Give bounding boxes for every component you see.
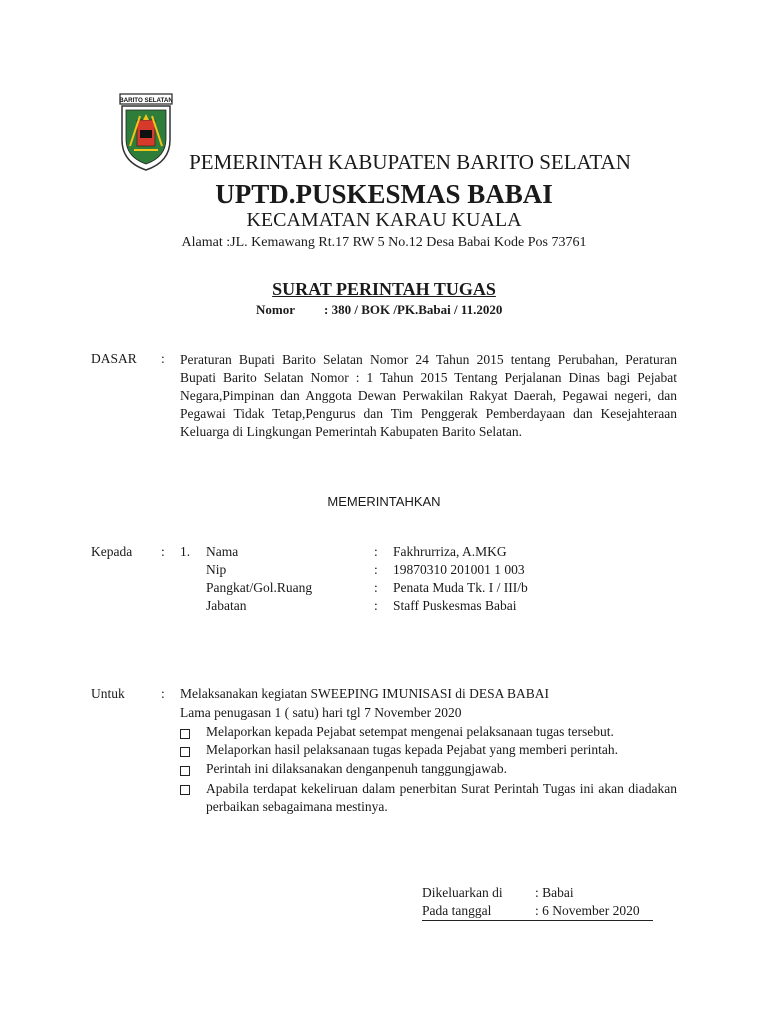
list-item: Melaporkan hasil pelaksanaan tugas kepada Pejabat yang memberi perintah. [206,742,618,757]
document-number [256,302,503,318]
field-key-nama: Nama [206,544,239,559]
untuk-colon: : [161,686,165,701]
institution-name: UPTD.PUSKESMAS BABAI [215,179,553,209]
list-item: Perintah ini dilaksanakan denganpenuh tanggungjawab. [206,761,508,776]
nomor-label: Nomor [256,302,295,317]
field-colon: : [374,544,378,559]
field-value-nip: 19870310 201001 1 003 [393,562,525,577]
field-key-nip: Nip [206,562,227,577]
checkbox-icon [180,747,190,757]
nomor-value: : 380 / BOK /PK.Babai / 11.2020 [324,302,503,317]
field-value-nama: Fakhrurriza, A.MKG [393,544,507,559]
list-item: Apabila terdapat kekeliruan dalam penerbitan Surat Perintah Tugas ini akan diadakan perbaikan sebagaimana mestinya. [206,781,677,814]
issued-date-label: Pada tanggal [422,903,492,918]
memerintahkan-heading: MEMERINTAHKAN [327,494,441,509]
field-key-pangkat: Pangkat/Gol.Ruang [206,580,313,595]
document-title: SURAT PERINTAH TUGAS [272,279,496,299]
kepada-number: 1. [180,544,191,559]
kepada-colon: : [161,544,165,559]
district-name: KECAMATAN KARAU KUALA [246,209,522,231]
field-colon: : [374,580,378,595]
dasar-label: DASAR [91,351,137,366]
issued-date-value: : 6 November 2020 [535,903,640,918]
field-value-pangkat: Penata Muda Tk. I / III/b [393,580,528,595]
field-colon: : [374,598,378,613]
untuk-task: Melaksanakan kegiatan SWEEPING IMUNISASI di DESA BABAI [180,686,549,701]
dasar-text: Peraturan Bupati Barito Selatan Nomor 24 Tahun 2015 tentang Perubahan, Peraturan Bupati Barito Selatan Nomor : 1 Tahun 2015 Tentang Perjalanan Dinas bagi Pejabat Negara,Pimpinan dan Anggota Dewan Perwakilan Rakyat Daerah, Pegawai negeri, dan Pegawai Tidak Tetap,Pengurus dan Tim Penggerak Pemberdayaan dan Kesejahteraan Keluarga di Lingkungan Pemerintah Kabupaten Barito Selatan. [180,352,677,439]
dasar-colon: : [161,351,165,366]
issued-place-label: Dikeluarkan di [422,885,503,900]
field-value-jabatan: Staff Puskesmas Babai [393,598,517,613]
field-key-jabatan: Jabatan [206,598,247,613]
checkbox-icon [180,785,190,795]
checkbox-icon [180,766,190,776]
untuk-duration: Lama penugasan 1 ( satu) hari tgl 7 November 2020 [180,705,462,720]
issued-place-value: : Babai [535,885,574,900]
address-line: Alamat :JL. Kemawang Rt.17 RW 5 No.12 Desa Babai Kode Pos 73761 [181,235,587,250]
list-item: Melaporkan kepada Pejabat setempat mengenai pelaksanaan tugas tersebut. [206,724,614,739]
svg-text:BARITO SELATAN: BARITO SELATAN [119,97,173,104]
checkbox-icon [180,729,190,739]
untuk-label: Untuk [91,686,125,701]
government-header: PEMERINTAH KABUPATEN BARITO SELATAN [189,150,631,174]
kepada-label: Kepada [91,544,133,559]
field-colon: : [374,562,378,577]
